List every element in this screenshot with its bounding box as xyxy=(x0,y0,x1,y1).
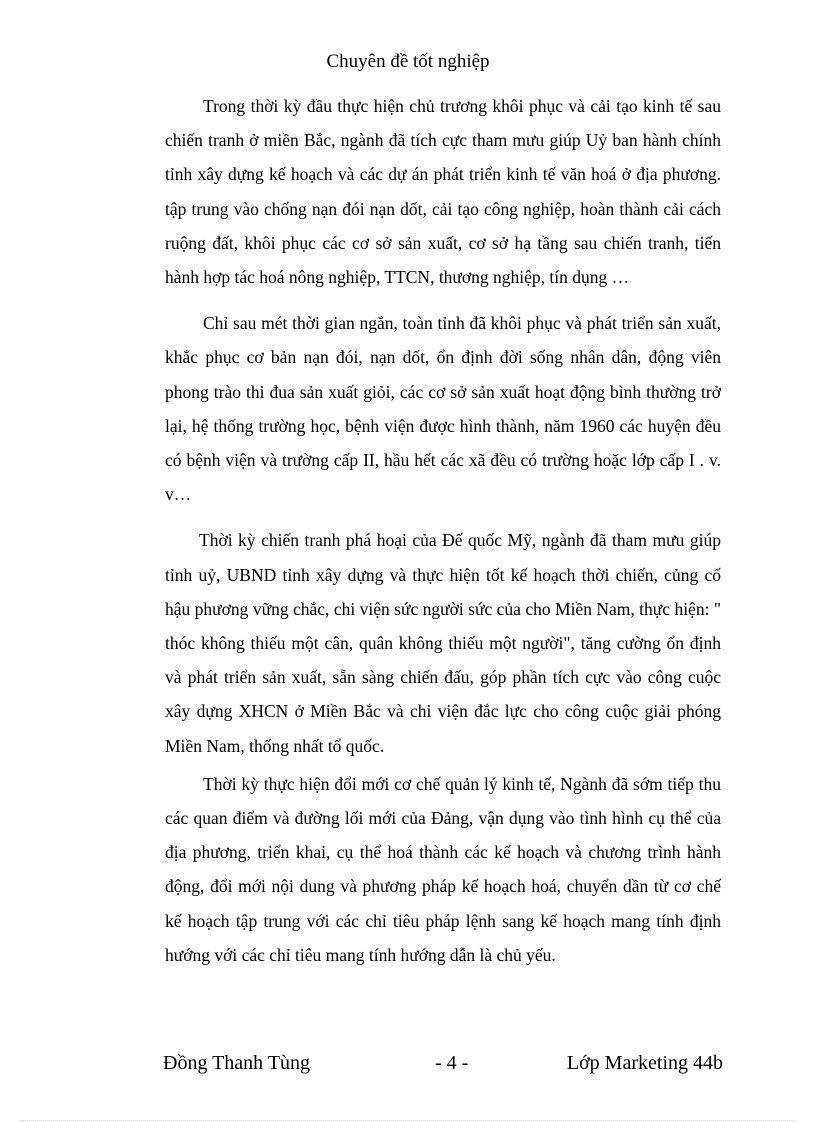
footer-author: Đồng Thanh Tùng xyxy=(163,1052,311,1074)
footer-page-number: - 4 - xyxy=(435,1052,469,1074)
body-text xyxy=(165,89,721,972)
paragraph-4: Thời kỳ thực hiện đổi mới cơ chế quản lý kinh tế, Ngành đã sớm tiếp thu các quan điểm và đường lối mới của Đảng, vận dụng vào tình hình cụ thể của địa phương, triển khai, cụ thể hoá thành các kế hoạch và chương trình hành động, đổi mới nội dung và phương pháp kế hoạch hoá, chuyển dần từ cơ chế kế hoạch tập trung với các chỉ tiêu pháp lệnh sang kế hoạch mang tính định hướng với các chỉ tiêu mang tính hướng dẫn là chủ yếu. xyxy=(165,773,721,965)
footer-class-name: Lớp Marketing 44b xyxy=(566,1052,723,1074)
paragraph-2: Chỉ sau mét thời gian ngắn, toàn tỉnh đã khôi phục và phát triển sản xuất, khắc phục cơ bản nạn đói, nạn dốt, ổn định đời sống nhân dân, động viên phong trào thi đua sản xuất giỏi, các cơ sở sản xuất hoạt động bình thường trở lại, hệ thống trường học, bệnh viện được hình thành, năm 1960 các huyện đều có bệnh viện và trường cấp II, hầu hết các xã đều có trường hoặc lớp cấp I . v. v… xyxy=(165,313,721,505)
page-bottom-divider xyxy=(20,1120,796,1121)
page-header-title: Chuyên đề tốt nghiệp xyxy=(326,51,490,72)
paragraph-1: Trong thời kỳ đầu thực hiện chủ trương khôi phục và cải tạo kinh tế sau chiến tranh ở miền Bắc, ngành đã tích cực tham mưu giúp Uỷ ban hành chính tỉnh xây dựng kế hoạch và các dự án phát triển kinh tế văn hoá ở địa phương. tập trung vào chống nạn đói nạn dốt, cải tạo công nghiệp, hoàn thành cải cách ruộng đất, khôi phục các cơ sở sản xuất, cơ sở hạ tầng sau chiến tranh, tiến hành hợp tác hoá nông nghiệp, TTCN, thương nghiệp, tín dụng … xyxy=(165,96,721,288)
paragraph-3: Thời kỳ chiến tranh phá hoại của Đế quốc Mỹ, ngành đã tham mưu giúp tỉnh uỷ, UBND tỉnh xây dựng và thực hiện tốt kế hoạch thời chiến, củng cố hậu phương vững chắc, chi viện sức người sức của cho Miền Nam, thực hiện: " thóc không thiếu một cân, quân không thiếu một người", tăng cường ổn định và phát triển sản xuất, sẵn sàng chiến đấu, góp phần tích cực vào công cuộc xây dựng XHCN ở Miền Bắc và chi viện đắc lực cho công cuộc giải phóng Miền Nam, thống nhất tổ quốc. xyxy=(165,530,721,756)
page-footer xyxy=(163,1050,723,1076)
